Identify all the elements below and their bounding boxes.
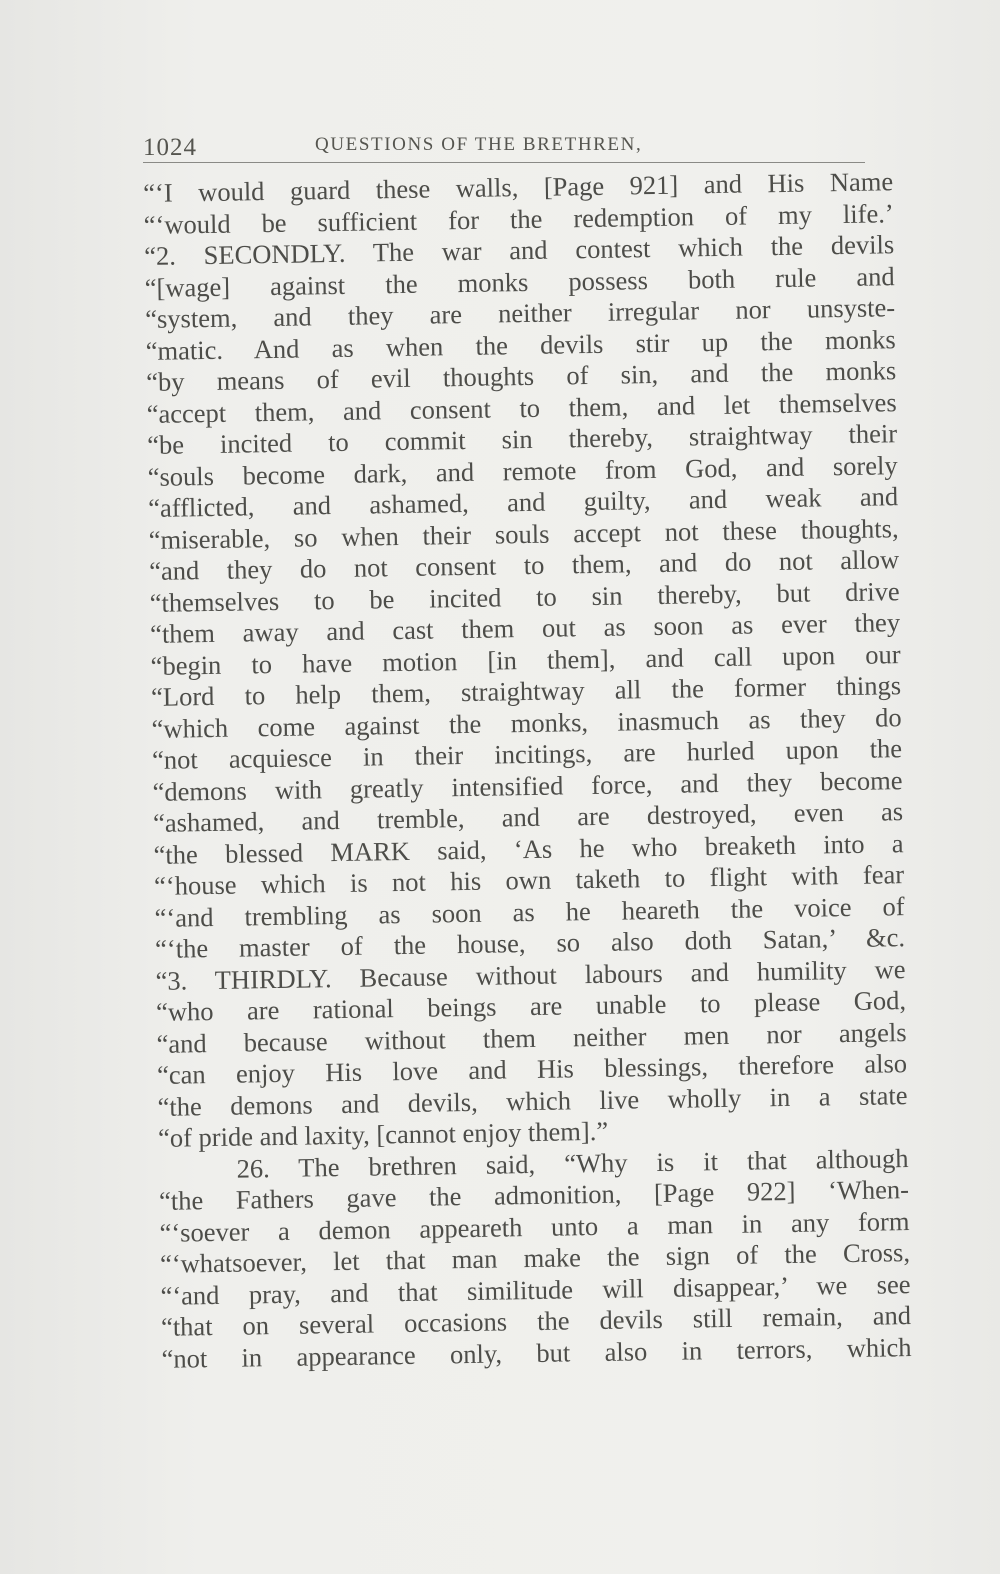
text-line: “not in appearance only, but also in terrors, which [161, 1331, 912, 1374]
text-line: “‘and pray, and that similitude will disappear,’ we see [160, 1268, 911, 1311]
text-line: “miserable, so when their souls accept not these thoughts, [148, 512, 899, 555]
page-header [143, 128, 865, 163]
text-line: “be incited to commit sin thereby, straightway their [146, 418, 898, 460]
text-line: “the Fathers gave the admonition, [Page 922] ‘When- [158, 1174, 910, 1216]
text-line: “demons with greatly intensified force, and they become [152, 764, 903, 807]
text-line: “of pride and laxity, [cannot enjoy them].” [157, 1115, 609, 1153]
page-number: 1024 [143, 134, 197, 161]
text-line: “‘the master of the house, so also doth Satan,’ &c. [154, 922, 906, 964]
text-line: “the demons and devils, which live wholly in a state [157, 1079, 908, 1122]
text-line: “‘house which is not his own taketh to flight with fear [153, 859, 905, 901]
text-line: “themselves to be incited to sin thereby, but drive [149, 575, 900, 618]
text-line: “‘whatsoever, let that man make the sign of the Cross, [159, 1237, 911, 1279]
text-line: “can enjoy His love and His blessings, therefore also [156, 1048, 908, 1090]
text-line: “‘soever a demon appeareth unto a man in any form [159, 1205, 910, 1248]
text-line: “3. THIRDLY. Because without labours and humility we [155, 953, 906, 996]
text-line: “and they do not consent to them, and do not allow [148, 544, 900, 586]
text-line: “[wage] against the monks possess both rule and [144, 260, 895, 303]
text-line: “begin to have motion [in them], and call upon our [150, 638, 901, 681]
text-line: “Lord to help them, straightway all the former things [150, 670, 902, 712]
text-line: “and because without them neither men nor angels [156, 1016, 907, 1059]
text-line: “matic. And as when the devils stir up the monks [145, 323, 896, 366]
text-line: “who are rational beings are unable to please God, [155, 985, 907, 1027]
paragraph-start-line: 26. The brethren said, “Why is it that although [236, 1142, 909, 1184]
text-line: “souls become dark, and remote from God, and sorely [147, 449, 898, 492]
text-line: “‘would be sufficient for the redemption of my life.’ [143, 197, 894, 240]
text-line: “ashamed, and tremble, and are destroyed, even as [152, 796, 904, 838]
running-head: QUESTIONS OF THE BRETHREN, [315, 134, 643, 155]
text-line: “that on several occasions the devils still remain, and [160, 1300, 912, 1342]
text-line: “them away and cast them out as soon as ever they [149, 607, 901, 649]
text-line: “‘I would guard these walls, [Page 921] and His Name [143, 166, 894, 208]
text-line: “which come against the monks, inasmuch as they do [151, 701, 902, 744]
text-line: “afflicted, and ashamed, and guilty, and weak and [147, 481, 899, 523]
body-text [143, 166, 912, 1375]
text-line: “system, and they are neither irregular nor unsyste- [144, 292, 896, 334]
text-line: “by means of evil thoughts of sin, and the monks [145, 355, 897, 397]
text-line: “‘and trembling as soon as he heareth the voice of [154, 890, 905, 933]
text-line: “accept them, and consent to them, and let themselves [146, 386, 897, 429]
text-line: “not acquiesce in their incitings, are hurled upon the [151, 733, 903, 775]
text-line: “2. SECONDLY. The war and contest which the devils [143, 229, 895, 271]
text-line: “the blessed MARK said, ‘As he who breaketh into a [153, 827, 904, 870]
